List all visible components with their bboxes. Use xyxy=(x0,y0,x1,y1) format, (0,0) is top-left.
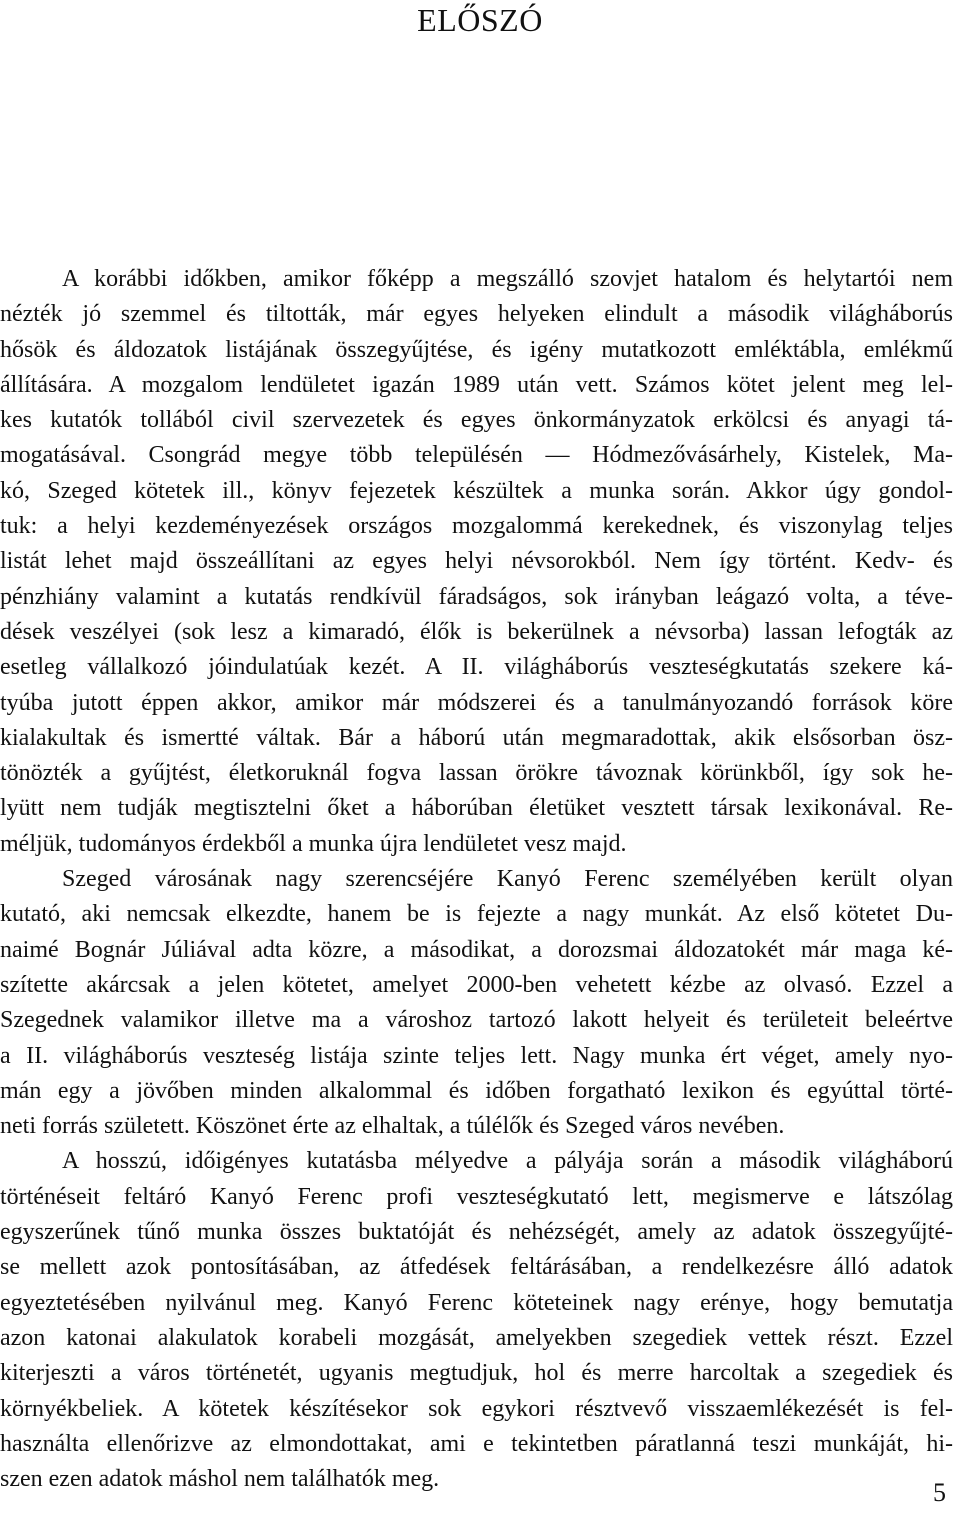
page-title: ELŐSZÓ xyxy=(417,2,543,38)
page-number: 5 xyxy=(933,1478,946,1507)
text-line: szítette akárcsak a jelen kötetet, amelyet 2000-ben vehetett kézbe az olvasó. Ezzel a xyxy=(0,971,953,998)
text-line: nézték jó szemmel és tiltották, már egyes helyeken elindult a második világháborús xyxy=(0,301,953,328)
text-line: azon katonai alakulatok korabeli mozgását, amelyekben szegediek vettek részt. Ezzel xyxy=(0,1324,953,1351)
text-line: lyütt nem tudják megtisztelni őket a háborúban életüket vesztett társak lexikonával. Re- xyxy=(0,795,953,822)
text-line: pénzhiány valamint a kutatás rendkívül fáradságos, sok irányban leágazó volta, a téve- xyxy=(0,583,953,610)
text-line: állítására. A mozgalom lendületet igazán 1989 után vett. Számos kötet jelent meg lel- xyxy=(0,371,953,398)
text-line: tuk: a helyi kezdeményezések országos mozgalommá kerekednek, és viszonylag teljes xyxy=(0,513,953,540)
text-line: naimé Bognár Júliával adta közre, a másodikat, a dorozsmai áldozatokét már maga ké- xyxy=(0,936,953,963)
text-line: A korábbi időkben, amikor főképp a megszálló szovjet hatalom és helytartói nem xyxy=(62,266,953,292)
text-line: szen ezen adatok máshol nem találhatók meg. xyxy=(0,1466,440,1493)
paragraph xyxy=(0,862,953,1144)
paragraph xyxy=(0,262,953,862)
text-line: hősök és áldozatok listájának összegyűjtése, és igény mutatkozott emléktábla, emlékmű xyxy=(0,336,953,363)
text-line: kiterjeszti a város történetét, ugyanis megtudjuk, hol és merre harcoltak a szegediek és xyxy=(0,1360,953,1387)
text-line: történéseit feltáró Kanyó Ferenc profi veszteségkutató lett, megismerve e látszólag xyxy=(0,1183,953,1210)
text-line: környékbeliek. A kötetek készítésekor sok egykori résztvevő visszaemlékezését is fel- xyxy=(0,1395,953,1422)
text-line: egyszerűnek tűnő munka összes buktatóját és nehézségét, amely az adatok összegyűjté- xyxy=(0,1219,953,1246)
text-line: kialakultak és ismertté váltak. Bár a háború után megmaradottak, akik elsősorban ösz- xyxy=(0,724,953,751)
text-line: neti forrás született. Köszönet érte az elhaltak, a túlélők és Szeged város nevében. xyxy=(0,1113,785,1140)
text-line: mán egy a jövőben minden alkalommal és időben forgatható lexikon és egyúttal törté- xyxy=(0,1077,953,1104)
paragraph xyxy=(0,1144,953,1497)
text-line: Szeged városának nagy szerencséjére Kanyó Ferenc személyében került olyan xyxy=(62,866,953,893)
text-line: listát lehet majd összeállítani az egyes helyi névsorokból. Nem így történt. Kedv- és xyxy=(0,548,953,575)
text-line: használta ellenőrizve az elmondottakat, ami e tekintetben páratlanná teszi munkáját, hi- xyxy=(0,1430,953,1457)
body-text xyxy=(0,262,953,1497)
text-line: A hosszú, időigényes kutatásba mélyedve a pályája során a második világháború xyxy=(62,1148,953,1175)
text-line: kó, Szeged kötetek ill., könyv fejezetek készültek a munka során. Akkor úgy gondol- xyxy=(0,477,953,504)
text-line: dések veszélyei (sok lesz a kimaradó, élők is bekerülnek a névsorba) lassan lefogták az xyxy=(0,618,953,645)
text-line: Szegednek valamikor illetve ma a városhoz tartozó lakott helyeit és területeit beleértve xyxy=(0,1007,953,1034)
text-line: kutató, aki nemcsak elkezdte, hanem be is fejezte a nagy munkát. Az első kötetet Du- xyxy=(0,901,953,928)
text-line: egyeztetésében nyilvánul meg. Kanyó Ferenc köteteinek nagy erénye, hogy bemutatja xyxy=(0,1289,953,1316)
text-line: tönözték a gyűjtést, életkoruknál fogva lassan örökre távoznak körünkből, így sok he- xyxy=(0,760,953,787)
text-line: kes kutatók tollából civil szervezetek és egyes önkormányzatok erkölcsi és anyagi tá- xyxy=(0,407,953,434)
text-line: tyúba jutott éppen akkor, amikor már módszerei és a tanulmányozandó források köre xyxy=(0,689,953,716)
text-line: esetleg vállalkozó jóindulatúak kezét. A II. világháborús veszteségkutatás szekere ká- xyxy=(0,654,953,681)
text-line: méljük, tudományos érdekből a munka újra lendületet vesz majd. xyxy=(0,830,627,857)
text-line: se mellett azok pontosításában, az átfedések feltárásában, a rendelkezésre álló adatok xyxy=(0,1254,953,1281)
text-line: a II. világháborús veszteség listája szinte teljes lett. Nagy munka ért véget, amely nyo- xyxy=(0,1042,953,1069)
text-line: mogatásával. Csongrád megye több településén — Hódmezővásárhely, Kistelek, Ma- xyxy=(0,442,953,469)
